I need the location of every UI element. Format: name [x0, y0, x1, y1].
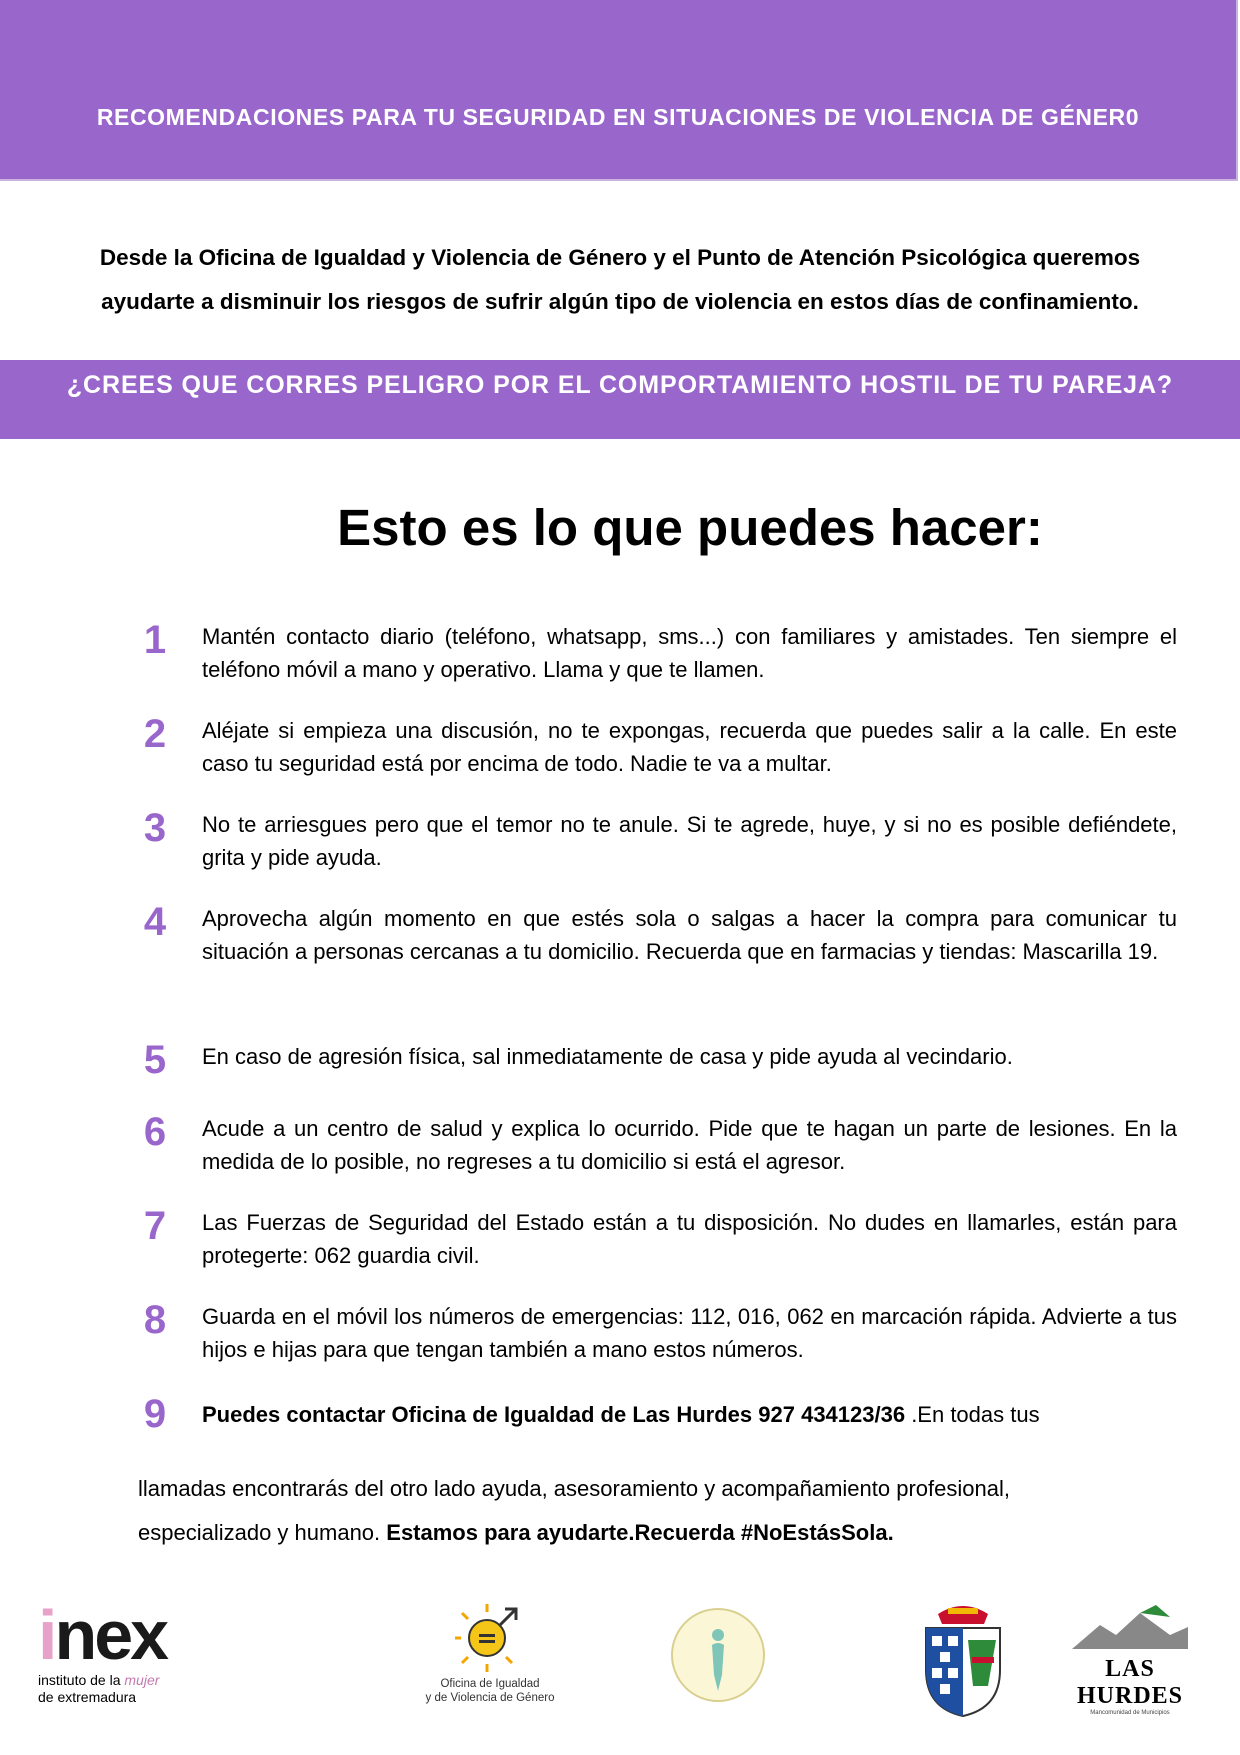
coat-of-arms-logo	[918, 1600, 1008, 1718]
intro-paragraph	[0, 236, 1240, 324]
closing-paragraph	[138, 1467, 1178, 1555]
closing-bold-text: Estamos para ayudarte.Recuerda #NoEstásSola.	[386, 1520, 894, 1545]
recommendation-text: Acude a un centro de salud y explica lo ocurrido. Pide que te hagan un parte de lesiones. En la medida de lo posible, no regreses a tu domicilio si está el agresor.	[202, 1116, 1177, 1174]
recommendation-text: Mantén contacto diario (teléfono, whatsapp, sms...) con familiares y amistades. Ten siempre el teléfono móvil a mano y operativo. Llama y que te llamen.	[202, 624, 1177, 682]
oficina-logo-line-1: Oficina de Igualdad	[440, 1678, 540, 1690]
recommendation-text	[202, 1398, 1177, 1431]
intro-line-1: Desde la Oficina de Igualdad y Violencia de Género y el Punto de Atención Psicológica queremos	[99, 245, 1141, 270]
recommendation-number: 9	[143, 1392, 167, 1436]
recommendation-number: 2	[143, 712, 167, 756]
recommendation-text: Guarda en el móvil los números de emergencias: 112, 016, 062 en marcación rápida. Advierte a tus hijos e hijas para que tengan también a mano estos números.	[202, 1304, 1177, 1362]
recommendation-number: 3	[143, 806, 167, 850]
recommendation-number: 6	[143, 1110, 167, 1154]
recommendation-number: 8	[143, 1298, 167, 1342]
recommendation-text: Aprovecha algún momento en que estés sola o salgas a hacer la compra para comunicar tu situación a personas cercanas a tu domicilio. Recuerda que en farmacias y tiendas: Mascarilla 19.	[202, 906, 1177, 964]
inex-logo	[38, 1596, 213, 1710]
recommendation-number: 7	[143, 1204, 167, 1248]
oficina-igualdad-logo	[405, 1600, 575, 1710]
figure-circle-icon	[668, 1605, 768, 1705]
page-title: RECOMENDACIONES PARA TU SEGURIDAD EN SITUACIONES DE VIOLENCIA DE GÉNER0	[96, 104, 1140, 130]
inex-wordmark: inex	[38, 1596, 167, 1674]
oficina-logo-line-2: y de Violencia de Género	[425, 1692, 555, 1704]
recommendation-number: 5	[143, 1038, 167, 1082]
recommendation-text: Las Fuerzas de Seguridad del Estado están a tu disposición. No dudes en llamarles, están para protegerte: 062 guardia civil.	[202, 1210, 1177, 1268]
question-banner	[0, 360, 1240, 439]
shield-icon	[918, 1600, 1008, 1718]
recommendation-text: En caso de agresión física, sal inmediatamente de casa y pide ayuda al vecindario.	[202, 1044, 1013, 1069]
closing-plain-text: especializado y humano.	[138, 1520, 387, 1545]
psychological-point-logo	[668, 1605, 768, 1705]
inex-subtitle: instituto de la mujer de extremadura	[38, 1672, 160, 1705]
recommendation-plain-text: .En todas tus	[905, 1402, 1040, 1427]
recommendation-number: 1	[143, 618, 167, 662]
recommendation-number: 4	[143, 900, 167, 944]
question-text: ¿CREES QUE CORRES PELIGRO POR EL COMPORTAMIENTO HOSTIL DE TU PAREJA?	[66, 371, 1174, 399]
intro-line-2: ayudarte a disminuir los riesgos de sufrir algún tipo de violencia en estos días de confinamiento.	[101, 289, 1139, 314]
recommendation-bold-text: Puedes contactar Oficina de Igualdad de Las Hurdes 927 434123/36	[202, 1402, 906, 1427]
las-hurdes-subtitle: Mancomunidad de Municipios	[1090, 1710, 1170, 1716]
closing-line-1: llamadas encontrarás del otro lado ayuda, asesoramiento y acompañamiento profesional,	[138, 1476, 1010, 1501]
header-banner	[0, 0, 1238, 181]
closing-line-2	[138, 1511, 1178, 1555]
las-hurdes-name: LAS HURDES	[1076, 1656, 1184, 1709]
mountain-icon	[1070, 1605, 1190, 1651]
las-hurdes-logo	[1060, 1605, 1200, 1716]
recommendation-text: No te arriesgues pero que el temor no te anule. Si te agrede, huye, y si no es posible defiéndete, grita y pide ayuda.	[202, 812, 1177, 870]
sun-gender-icon	[455, 1600, 525, 1672]
section-headline: Esto es lo que puedes hacer:	[337, 499, 1043, 556]
recommendation-text: Aléjate si empieza una discusión, no te expongas, recuerda que puedes salir a la calle. En este caso tu seguridad está por encima de todo. Nadie te va a multar.	[202, 718, 1177, 776]
